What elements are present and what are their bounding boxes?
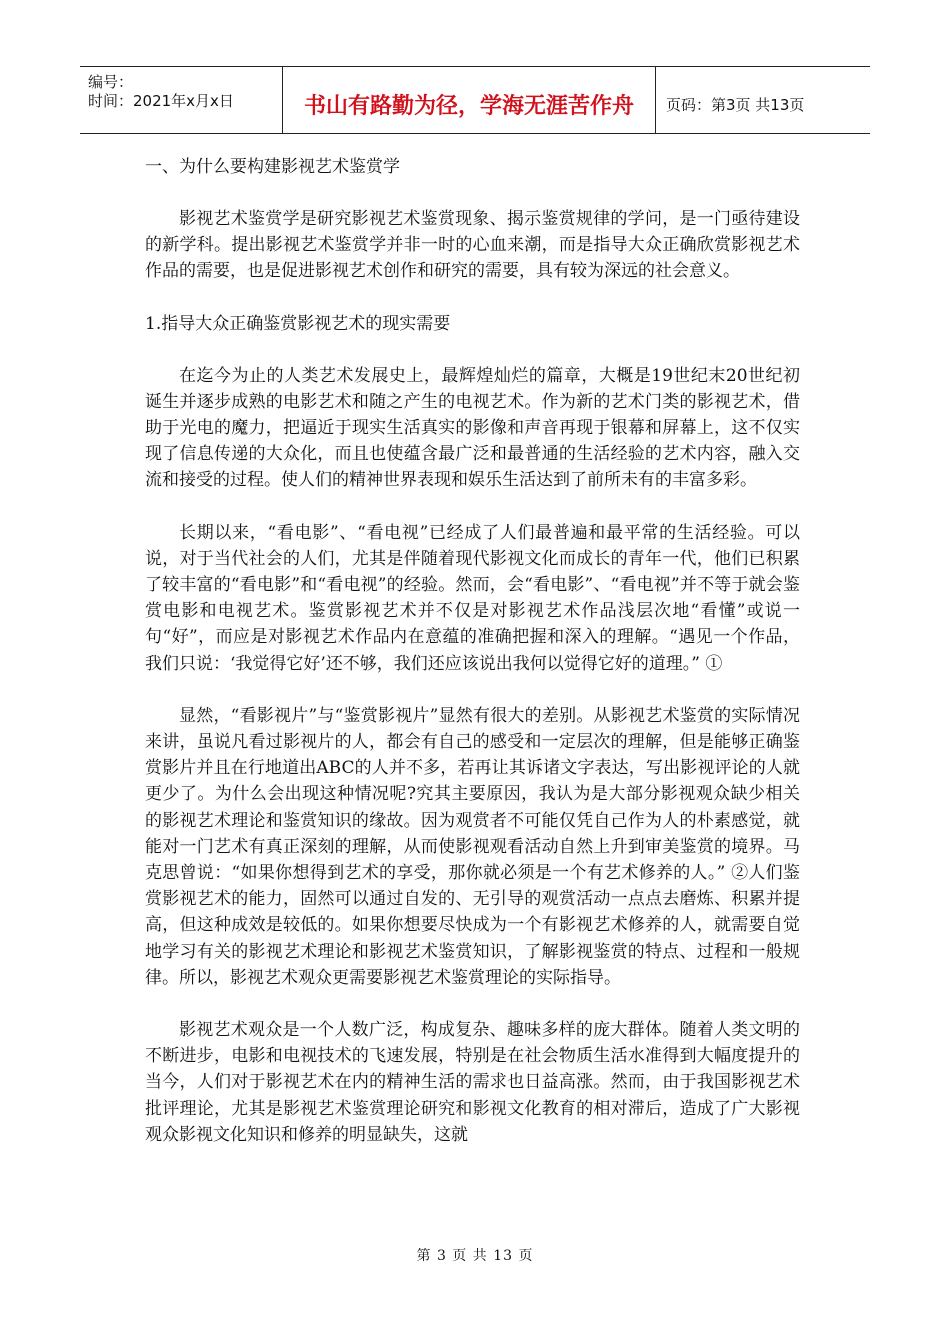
section-heading: 一、为什么要构建影视艺术鉴赏学 [145,157,400,177]
paragraph: 影视艺术鉴赏学是研究影视艺术鉴赏现象、揭示鉴赏规律的学问，是一门亟待建设的新学科。提出影视艺术鉴赏学并非一时的心血来潮，而是指导大众正确欣赏影视艺术作品的需要，也是促进影视艺术创作和研究的需要，具有较为深远的社会意义。 [145,209,800,282]
header-page-info: 页码：第3页 共13页 [666,95,805,114]
header-motto: 书山有路勤为径，学海无涯苦作舟 [283,67,656,133]
header-meta [80,67,283,133]
page-header [80,66,870,134]
subsection-heading: 1.指导大众正确鉴赏影视艺术的现实需要 [145,313,451,334]
paragraph: 在迄今为止的人类艺术发展史上，最辉煌灿烂的篇章，大概是19世纪末20世纪初诞生并逐步成熟的电影艺术和随之产生的电视艺术。作为新的艺术门类的影视艺术，借助于光电的魔力，把逼近于现实生活真实的影像和声音再现于银幕和屏幕上，这不仅实现了信息传递的大众化，而且也使蕴含最广泛和最普通的生活经验的艺术内容，融入交流和接受的过程。使人们的精神世界表现和娱乐生活达到了前所未有的丰富多彩。 [145,365,800,491]
paragraph: 影视艺术观众是一个人数广泛，构成复杂、趣味多样的庞大群体。随着人类文明的不断进步，电影和电视技术的飞速发展，特别是在社会物质生活水准得到大幅度提升的当今，人们对于影视艺术在内的精神生活的需求也日益高涨。然而，由于我国影视艺术批评理论，尤其是影视艺术鉴赏理论研究和影视文化教育的相对滞后，造成了广大影视观众影视文化知识和修养的明显缺失，这就 [145,1020,800,1145]
date-label: 时间：2021年x月x日 [88,92,234,110]
page-footer: 第 3 页 共 13 页 [416,1248,534,1264]
document-body [145,154,800,1148]
number-label: 编号： [88,73,134,91]
paragraph: 长期以来，“看电影”、“看电视”已经成了人们最普遍和最平常的生活经验。可以说，对于当代社会的人们，尤其是伴随着现代影视文化而成长的青年一代，他们已积累了较丰富的“看电影”和“看电视”的经验。然而，会“看电影”、“看电视”并不等于就会鉴赏电影和电视艺术。鉴赏影视艺术并不仅是对影视艺术作品浅层次地“看懂”或说一句“好”，而应是对影视艺术作品内在意蕴的准确把握和深入的理解。“遇见一个作品，我们只说：‘我觉得它好’还不够，我们还应该说出我何以觉得它好的道理。” ① [145,522,800,674]
paragraph: 显然，“看影视片”与“鉴赏影视片”显然有很大的差别。从影视艺术鉴赏的实际情况来讲，虽说凡看过影视片的人，都会有自己的感受和一定层次的理解，但是能够正确鉴赏影片并且在行地道出ABC的人并不多，若再让其诉诸文字表达，写出影视评论的人就更少了。为什么会出现这种情况呢?究其主要原因，我认为是大部分影视观众缺少相关的影视艺术理论和鉴赏知识的缘故。因为观赏者不可能仅凭自己作为人的朴素感觉，就能对一门艺术有真正深刻的理解，从而使影视观看活动自然上升到审美鉴赏的境界。马克思曾说：“如果你想得到艺术的享受，那你就必须是一个有艺术修养的人。” ②人们鉴赏影视艺术的能力，固然可以通过自发的、无引导的观赏活动一点点去磨炼、积累并提高，但这种成效是较低的。如果你想要尽快成为一个有影视艺术修养的人，就需要自觉地学习有关的影视艺术理论和影视艺术鉴赏知识，了解影视鉴赏的特点、过程和一般规律。所以，影视艺术观众更需要影视艺术鉴赏理论的实际指导。 [145,705,800,988]
